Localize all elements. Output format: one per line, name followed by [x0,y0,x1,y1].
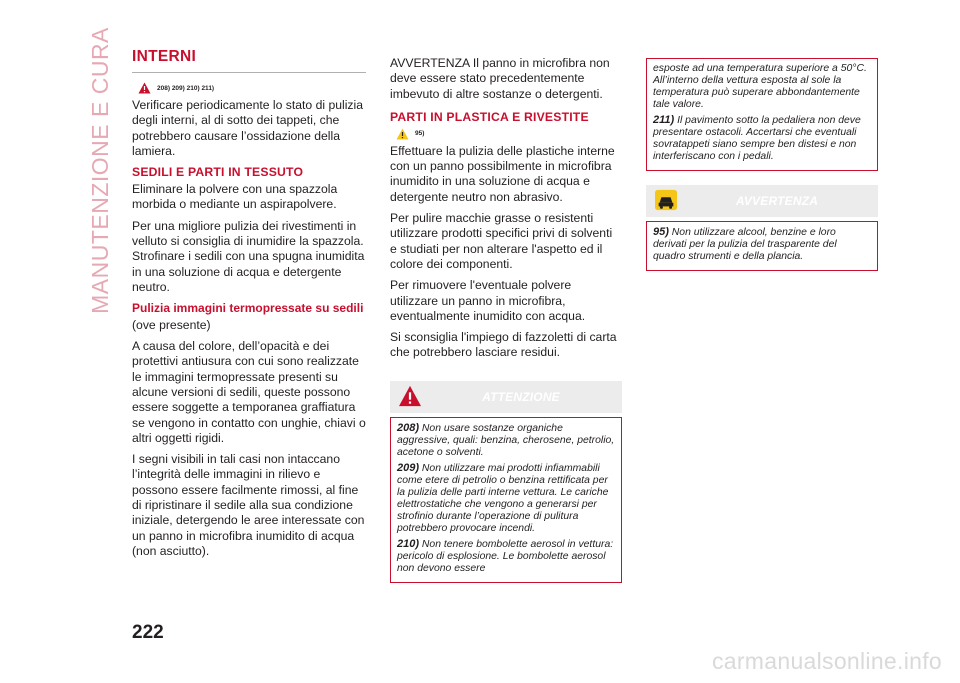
paragraph: (ove presente) [132,317,211,332]
note-text: Non tenere bombolette aerosol in vettura: pericolo di esplosione. Le bombolette aerosol non devono essere [397,538,614,574]
paragraph: Verificare periodicamente lo stato di pulizia degli interni, al di sotto dei tappeti, che potrebbero causare l’ossidazione della lamiera. [132,98,364,158]
column-1 [132,48,366,565]
attenzione-banner [390,381,622,413]
paragraph: A causa del colore, dell’opacità e dei protettivi antiusura con cui sono realizzate le immagini termopressate presenti su alcune versioni di sedili, queste possono essere soggette a temporanea graffiatura se vengono in contatto con unghie, chiavi o altri oggetti rigidi. [132,339,366,445]
subsubsection-title: Pulizia immagini termopressate su sedili [132,301,364,316]
subsection-title: PARTI IN PLASTICA E RIVESTITE [390,109,589,124]
note-text: Non utilizzare alcool, benzine e loro derivati per la pulizia del trasparente del quadro strumenti e della plancia. [653,227,837,262]
paragraph: Per pulire macchie grasse o resistenti utilizzare prodotti specifici privi di solventi e studiati per non alterare l'aspetto ed il colore dei componenti. [390,211,613,271]
paragraph: Eliminare la polvere con una spazzola morbida o mediante un aspirapolvere. [132,182,338,212]
warning-refs: 208) 209) 210) 211) [157,84,215,92]
attenzione-notes-continued [646,58,878,171]
warning-reference [396,128,622,140]
banner-label: ATTENZIONE [482,389,560,404]
note-number: 210) [397,537,420,550]
watermark: carmanualsonline.info [711,648,942,674]
note [397,462,615,535]
note-text: Il pavimento sotto la pedaliera non deve presentare ostacoli. Accertarsi che eventuali sovratappeti siano sempre ben distesi e non interferiscano con i pedali. [653,115,861,162]
note [397,538,615,575]
page-number: 222 [132,622,164,643]
paragraph: Effettuare la pulizia delle plastiche interne con un panno possibilmente in microfibra inumidito in una soluzione di acqua e detergente neutro non abrasivo. [390,143,615,204]
side-tab-label: MANUTENZIONE E CURA [86,26,113,314]
side-tab [80,26,120,314]
note-number: 208) [397,421,420,434]
warning-reference [138,82,366,94]
note [653,114,871,163]
banner-label: AVVERTENZA [735,194,819,208]
note [397,422,615,459]
note-number: 95) [653,226,669,238]
avvertenza-banner [646,185,878,217]
avvertenza-notes [646,221,878,271]
note-continuation: esposte ad una temperatura superiore a 50°C. All’interno della vettura esposta al sole la temperatura può superare abbondantemente tale valore. [653,63,867,110]
car-caution-icon [396,128,409,140]
paragraph: Per rimuovere l'eventuale polvere utilizzare un panno in microfibra, eventualmente inumidito con acqua. [390,278,586,323]
subsection-title: SEDILI E PARTI IN TESSUTO [132,165,304,180]
section-title-interni: INTERNI [132,48,366,73]
note-number: 211) [653,114,675,126]
attenzione-notes [390,417,622,583]
warning-refs: 95) [415,130,425,138]
note-number: 209) [397,461,420,474]
note-text: Non usare sostanze organiche aggressive, quali: benzina, cherosene, petrolio, acetone o solventi. [397,422,615,458]
column-3 [646,58,878,271]
paragraph: I segni visibili in tali casi non intaccano l’integrità delle immagini in rilievo e possono essere facilmente rimossi, al fine di ripristinare il sedile alla sua condizione iniziale, detergendo le aree interessate con un panno in microfibra inumidito di acqua (non asciutto). [132,452,365,558]
warning-triangle-icon [138,82,151,94]
column-2 [390,48,622,583]
note-text: Non utilizzare mai prodotti infiammabili come etere di petrolio o benzina rettificata per la pulizia delle parti interne vettura. Le cariche elettrostatiche che vengono a generarsi per strofinio durante l’operazione di pulitura potrebbero provocare incendi. [397,462,609,534]
paragraph: AVVERTENZA Il panno in microfibra non deve essere stato precedentemente imbevuto di altre sostanze o detergenti. [390,56,610,101]
paragraph: Si sconsiglia l'impiego di fazzoletti di carta che potrebbero lasciare residui. [390,330,617,360]
note [653,226,871,263]
paragraph: Per una migliore pulizia dei rivestimenti in velluto si consiglia di inumidire la spazzola. Strofinare i sedili con una spugna inumidita in una soluzione di acqua e detergente neutro. [132,218,365,294]
